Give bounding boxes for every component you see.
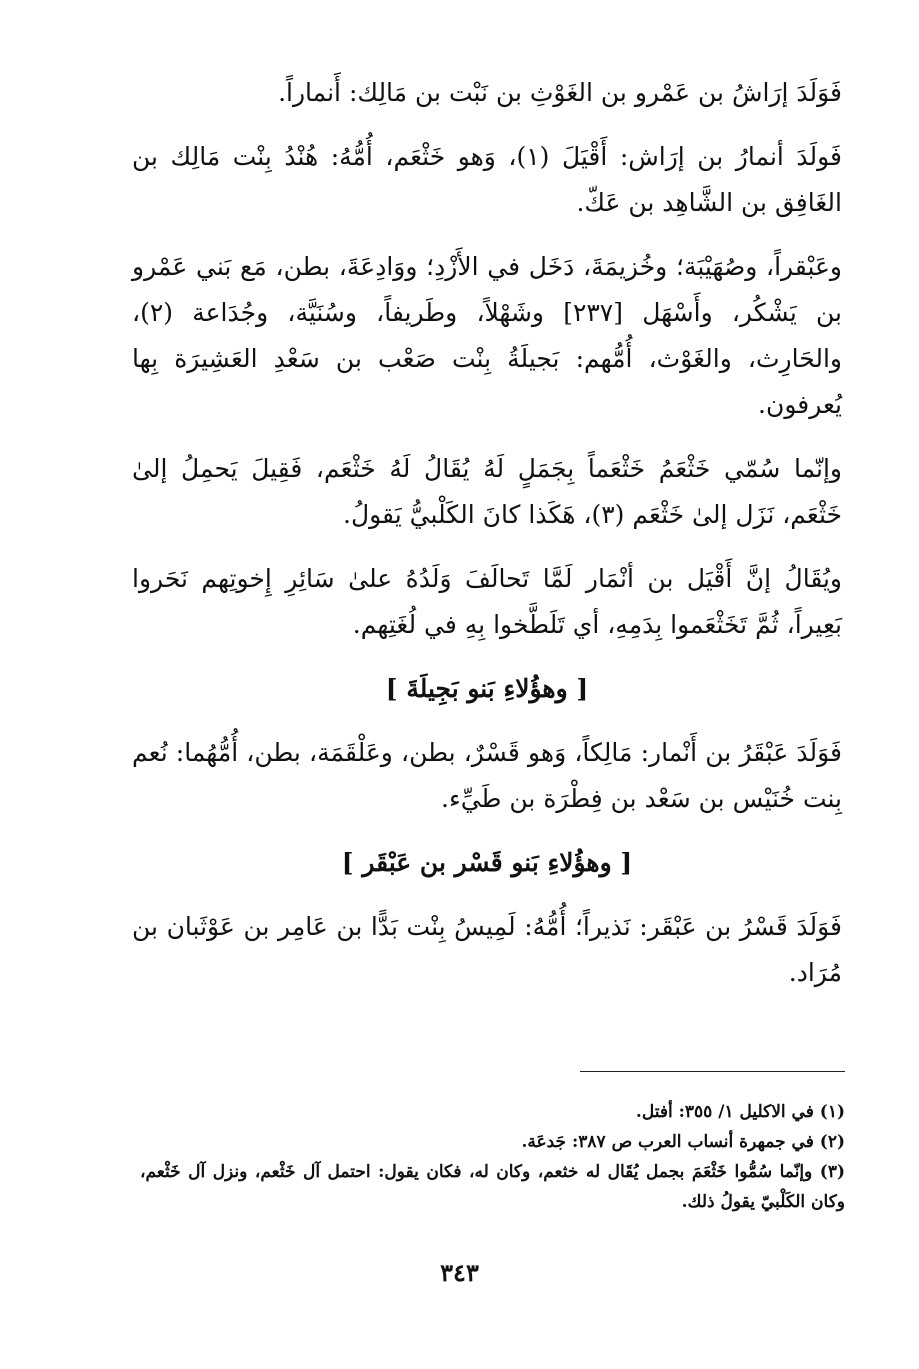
footnote-3: (٣) وإنّما سُمُّوا خَثْعَمَ بجمل يُقَال له خثعم، وكان له، فكان يقول: احتمل آل خَثْعم، ونزل آل خَثْعم، وكان الكَلْبيّ يقولُ ذلك.: [140, 1162, 845, 1212]
paragraph-4: وإنّما سُمّي خَثْعَمُ خَثْعَماً بِجَمَلٍ لَهُ يُقَالُ لَهُ خَثْعَم، فَقِيلَ يَحمِلُ إلىٰ خَثْعَم، نَزَل إلىٰ خَثْعَم (٣)، هَكَذا كانَ الكَلْبيُّ يَقولُ.: [132, 454, 842, 529]
footnote-2: (٢) في جمهرة أنساب العرب ص ٣٨٧: جَدعَة.: [521, 1132, 845, 1152]
footnotes: [140, 1097, 845, 1217]
paragraph-5: ويُقَالُ إنَّ أَقْيَل بن أنْمَار لَمَّا تَحالَفَ وَلَدُهُ علىٰ سَائِرِ إِخوتِهم نَحَروا بَعِيراً، ثُمَّ تَخَثْعَموا بِدَمِهِ، أي تَلَطَّخوا بِهِ في لُغَتِهم.: [132, 564, 842, 639]
footnote-divider: [580, 1071, 845, 1072]
paragraph-2: فَولَدَ أنمارُ بن إرَاش: أَقْيَلَ (١)، وَهو خَثْعَم، أُمُّهُ: هُنْدُ بِنْت مَالِك بن الغَافِق بن الشَّاهِد بن عَكّ.: [132, 142, 842, 217]
paragraph-1: فَوَلَدَ إرَاشُ بن عَمْرو بن الغَوْثِ بن نَبْت بن مَالِك: أَنماراً.: [278, 78, 842, 107]
paragraph-6: فَوَلَدَ عَبْقَرُ بن أَنْمار: مَالِكاً، وَهو قَسْرٌ، بطن، وعَلْقَمَة، بطن، أُمُّهُما: نُعم بِنت خُنَيْس بن سَعْد بن فِطْرَة بن طَيِّء.: [132, 738, 842, 813]
footnote-1: (١) في الاكليل ١/ ٣٥٥: أفتل.: [635, 1102, 845, 1122]
paragraph-3: وعَبْقراً، وصُهَيْبَة؛ وخُزيمَةَ، دَخَل في الأَزْدِ؛ ووَادِعَةَ، بطن، مَع بَني عَمْرو بن يَشْكُر، وأَسْهَل [٢٣٧] وشَهْلاً، وطَريفاً، وسُنَيَّة، وجُدَاعة (٢)، والحَارِث، والغَوْث، أُمُّهم: بَجيلَةُ بِنْت صَعْب بن سَعْدِ العَشِيرَة بِها يُعرفون.: [132, 252, 842, 419]
section-heading-qasr: [ وهؤُلاءِ بَنو قَسْر بن عَبْقَر ]: [341, 848, 633, 877]
paragraph-7: فَوَلَدَ قَسْرُ بن عَبْقَر: نَذيراً؛ أُمُّهُ: لَمِيسُ بِنْت بَدًّا بن عَامِر بن عَوْثَبان بن مُرَاد.: [132, 912, 842, 987]
main-text: [132, 70, 842, 1014]
page-number: ٣٤٣: [440, 1258, 479, 1287]
section-heading-bajila: [ وهؤُلاءِ بَنو بَجِيلَةَ ]: [385, 674, 589, 703]
